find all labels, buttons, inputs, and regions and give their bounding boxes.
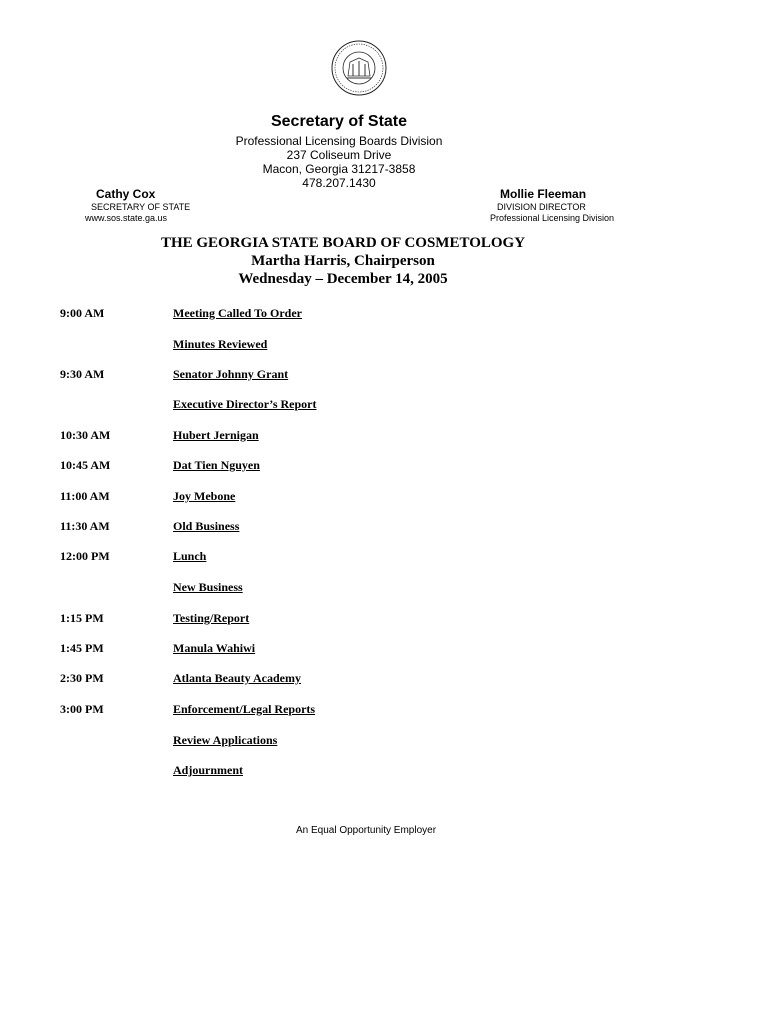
agenda-time: 10:30 AM bbox=[60, 428, 111, 442]
right-official-division: Professional Licensing Division bbox=[490, 213, 615, 223]
agenda-item: Minutes Reviewed bbox=[173, 337, 268, 351]
agenda-item: Testing/Report bbox=[173, 611, 250, 625]
agenda-item: Dat Tien Nguyen bbox=[173, 458, 260, 472]
agenda-item: Senator Johnny Grant bbox=[173, 367, 289, 381]
agenda-item: Executive Director’s Report bbox=[173, 397, 317, 411]
left-official-name: Cathy Cox bbox=[96, 187, 156, 201]
board-name: THE GEORGIA STATE BOARD OF COSMETOLOGY bbox=[160, 235, 526, 251]
right-official-title: DIVISION DIRECTOR bbox=[497, 202, 586, 212]
agenda-item: Hubert Jernigan bbox=[173, 428, 259, 442]
agenda-item: Meeting Called To Order bbox=[173, 306, 302, 320]
division-name: Professional Licensing Boards Division bbox=[235, 134, 443, 148]
street-address: 237 Coliseum Drive bbox=[286, 148, 392, 162]
agenda-item: Enforcement/Legal Reports bbox=[173, 702, 316, 716]
phone-number: 478.207.1430 bbox=[302, 176, 376, 190]
right-official-name: Mollie Fleeman bbox=[500, 187, 587, 201]
agenda-item: Lunch bbox=[173, 549, 207, 563]
meeting-date: Wednesday – December 14, 2005 bbox=[238, 271, 448, 287]
agenda-item: Manula Wahiwi bbox=[173, 641, 256, 655]
state-seal-icon bbox=[331, 40, 387, 96]
agenda-item: New Business bbox=[173, 580, 243, 594]
agenda-time: 1:15 PM bbox=[60, 611, 104, 625]
left-official-title: SECRETARY OF STATE bbox=[91, 202, 191, 212]
page-title: Secretary of State bbox=[270, 113, 408, 130]
agenda-time: 3:00 PM bbox=[60, 702, 104, 716]
agenda-time: 11:30 AM bbox=[60, 519, 110, 533]
agenda-time: 12:00 PM bbox=[60, 549, 110, 563]
agenda-time: 11:00 AM bbox=[60, 489, 110, 503]
website-link[interactable]: www.sos.state.ga.us bbox=[85, 213, 168, 223]
agenda-item: Review Applications bbox=[173, 733, 278, 747]
footer-text: An Equal Opportunity Employer bbox=[295, 825, 437, 836]
agenda-item: Old Business bbox=[173, 519, 240, 533]
agenda-time: 10:45 AM bbox=[60, 458, 111, 472]
agenda-time: 9:00 AM bbox=[60, 306, 105, 320]
agenda-item: Atlanta Beauty Academy bbox=[173, 671, 301, 685]
agenda-time: 2:30 PM bbox=[60, 671, 104, 685]
board-chair: Martha Harris, Chairperson bbox=[251, 253, 435, 269]
agenda-time: 9:30 AM bbox=[60, 367, 105, 381]
agenda-item: Adjournment bbox=[173, 763, 244, 777]
city-state-zip: Macon, Georgia 31217-3858 bbox=[262, 162, 416, 176]
agenda-time: 1:45 PM bbox=[60, 641, 104, 655]
agenda-item: Joy Mebone bbox=[173, 489, 236, 503]
